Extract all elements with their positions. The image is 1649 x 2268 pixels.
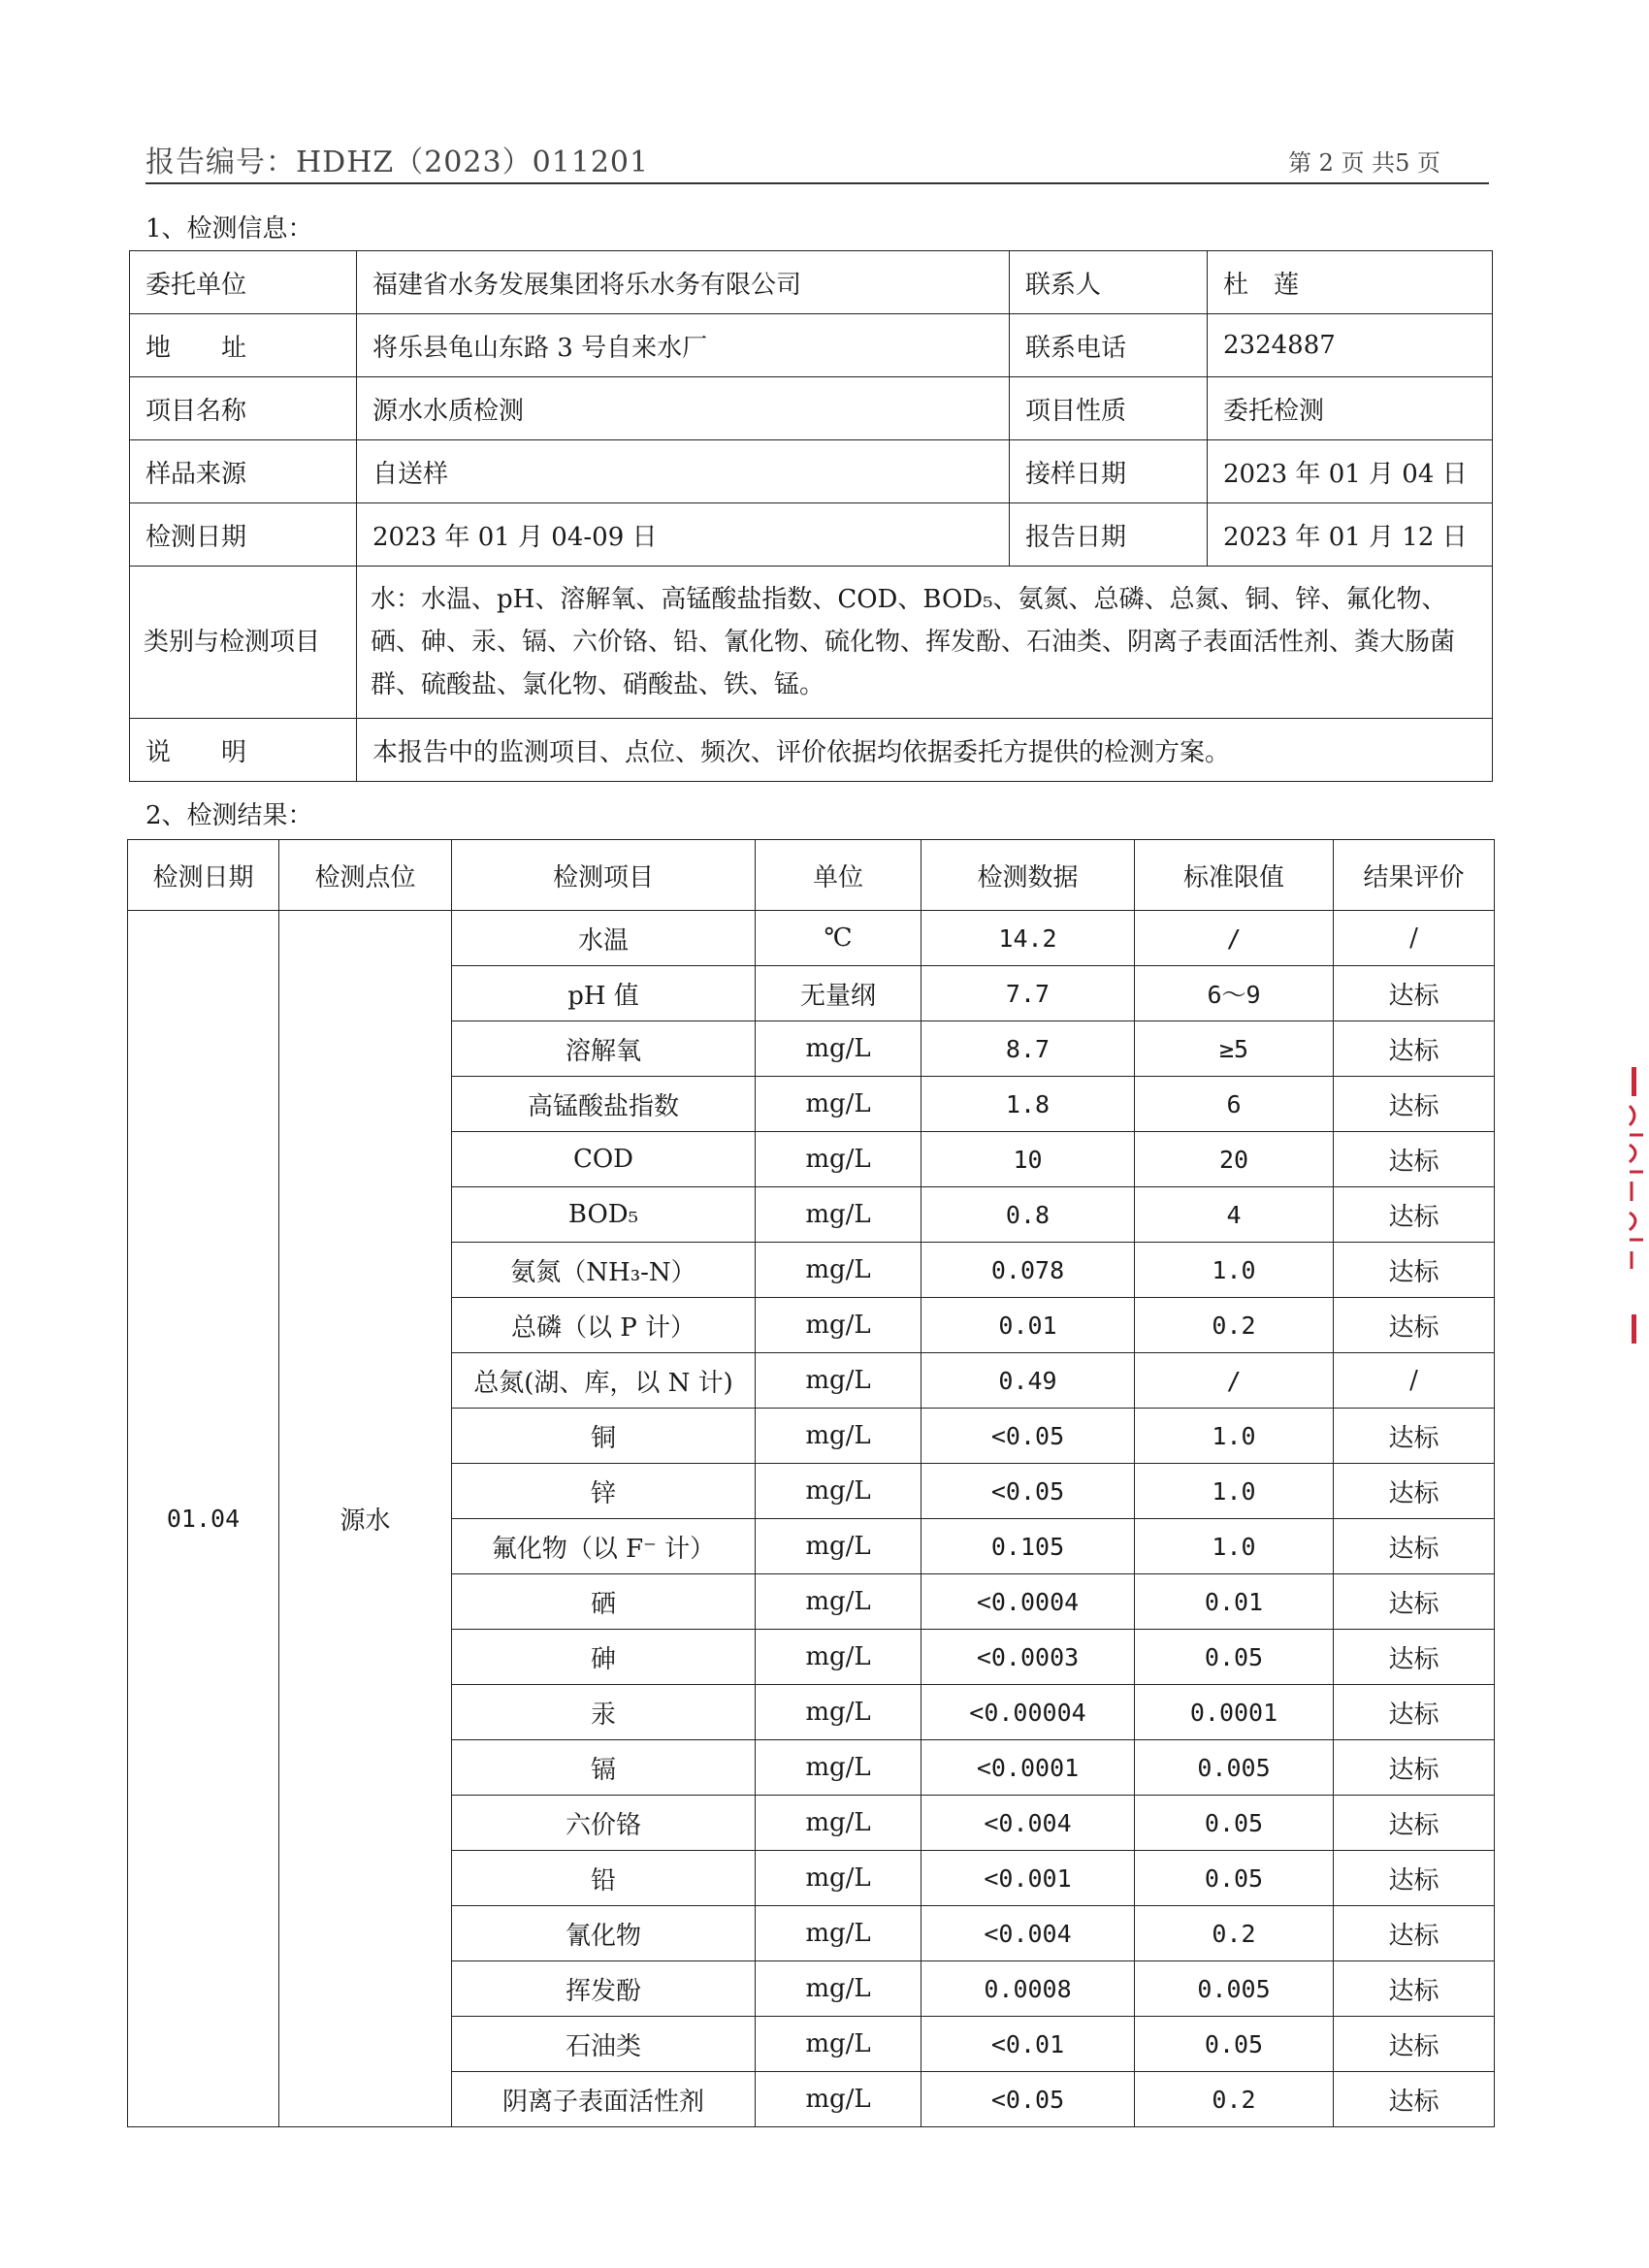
phone-label: 联系电话 [1010,314,1208,377]
value-cell: <0.00004 [922,1685,1135,1740]
item-cell: 溶解氧 [452,1021,756,1077]
limit-cell: 0.2 [1135,1906,1334,1961]
limit-cell: ≥5 [1135,1021,1334,1077]
item-cell: 硒 [452,1574,756,1630]
item-cell: 锌 [452,1464,756,1519]
info-row-note [130,719,1493,782]
limit-cell: / [1135,1353,1334,1409]
limit-cell: 0.005 [1135,1961,1334,2017]
value-cell: <0.0001 [922,1740,1135,1796]
unit-cell: mg/L [756,1353,922,1409]
source-value: 自送样 [357,440,1010,503]
info-table [129,250,1493,782]
unit-cell: mg/L [756,1409,922,1464]
limit-cell: 1.0 [1135,1243,1334,1298]
test-date-cell: 01.04 [128,911,279,2127]
item-cell: BOD₅ [452,1187,756,1243]
unit-cell: mg/L [756,1685,922,1740]
value-cell: <0.0003 [922,1630,1135,1685]
info-row-dates [130,503,1493,567]
results-body [128,911,1495,2127]
results-table [127,839,1495,2127]
limit-cell: 0.05 [1135,1630,1334,1685]
item-cell: 镉 [452,1740,756,1796]
value-cell: 1.8 [922,1077,1135,1132]
value-cell: <0.05 [922,1464,1135,1519]
eval-cell: 达标 [1334,1961,1495,2017]
value-cell: <0.001 [922,1851,1135,1906]
item-cell: 六价铬 [452,1796,756,1851]
unit-cell: mg/L [756,1796,922,1851]
eval-cell: 达标 [1334,1796,1495,1851]
eval-cell: 达标 [1334,1132,1495,1187]
eval-cell: 达标 [1334,1187,1495,1243]
item-cell: 铜 [452,1409,756,1464]
nature-value: 委托检测 [1208,377,1493,440]
eval-cell: 达标 [1334,1409,1495,1464]
value-cell: 0.49 [922,1353,1135,1409]
limit-cell: 0.05 [1135,1796,1334,1851]
address-value: 将乐县龟山东路 3 号自来水厂 [357,314,1010,377]
section-1-title: 1、检测信息： [146,214,313,243]
eval-cell: 达标 [1334,1574,1495,1630]
info-row-category [130,567,1493,719]
value-cell: <0.0004 [922,1574,1135,1630]
item-cell: 氟化物（以 F⁻ 计） [452,1519,756,1574]
limit-cell: 4 [1135,1187,1334,1243]
eval-cell: / [1334,911,1495,966]
unit-cell: mg/L [756,1630,922,1685]
eval-cell: 达标 [1334,1464,1495,1519]
unit-cell: mg/L [756,1574,922,1630]
receive-date-value: 2023 年 01 月 04 日 [1208,440,1493,503]
item-cell: 水温 [452,911,756,966]
value-cell: 0.105 [922,1519,1135,1574]
source-label: 样品来源 [130,440,357,503]
value-cell: 0.078 [922,1243,1135,1298]
unit-cell: mg/L [756,2017,922,2072]
unit-cell: mg/L [756,1464,922,1519]
category-value: 水：水温、pH、溶解氧、高锰酸盐指数、COD、BOD₅、氨氮、总磷、总氮、铜、锌、氟化物、硒、砷、汞、镉、六价铬、铅、氰化物、硫化物、挥发酚、石油类、阴离子表面活性剂、粪大肠菌群、硫酸盐、氯化物、硝酸盐、铁、锰。 [357,567,1493,719]
phone-value: 2324887 [1208,314,1493,377]
value-cell: <0.004 [922,1906,1135,1961]
limit-cell: 0.005 [1135,1740,1334,1796]
report-number: 报告编号：HDHZ（2023）011201 [146,146,650,179]
test-date-value: 2023 年 01 月 04-09 日 [357,503,1010,567]
eval-cell: 达标 [1334,1298,1495,1353]
info-row-client [130,251,1493,314]
unit-cell: ℃ [756,911,922,966]
results-header-row [128,840,1495,911]
note-label: 说 明 [130,719,357,782]
limit-cell: 1.0 [1135,1409,1334,1464]
value-cell: 8.7 [922,1021,1135,1077]
eval-cell: 达标 [1334,966,1495,1021]
eval-cell: 达标 [1334,1851,1495,1906]
unit-cell: mg/L [756,1077,922,1132]
unit-cell: mg/L [756,1519,922,1574]
report-date-label: 报告日期 [1010,503,1208,567]
unit-cell: mg/L [756,1243,922,1298]
value-cell: <0.004 [922,1796,1135,1851]
report-date-value: 2023 年 01 月 12 日 [1208,503,1493,567]
unit-cell: mg/L [756,2072,922,2127]
contact-label: 联系人 [1010,251,1208,314]
section-2-title: 2、检测结果： [146,801,313,830]
col-header-unit: 单位 [756,840,922,911]
value-cell: 10 [922,1132,1135,1187]
value-cell: 7.7 [922,966,1135,1021]
limit-cell: 6 [1135,1077,1334,1132]
unit-cell: mg/L [756,1961,922,2017]
table-row [128,911,1495,966]
unit-cell: mg/L [756,1298,922,1353]
item-cell: 氰化物 [452,1906,756,1961]
value-cell: 14.2 [922,911,1135,966]
item-cell: COD [452,1132,756,1187]
value-cell: 0.0008 [922,1961,1135,2017]
item-cell: 铅 [452,1851,756,1906]
col-header-value: 检测数据 [922,840,1135,911]
item-cell: 总氮(湖、库，以 N 计) [452,1353,756,1409]
category-label: 类别与检测项目 [130,567,357,719]
eval-cell: 达标 [1334,1021,1495,1077]
item-cell: 挥发酚 [452,1961,756,2017]
nature-label: 项目性质 [1010,377,1208,440]
limit-cell: 0.0001 [1135,1685,1334,1740]
page-info: 第 2 页 共5 页 [1287,149,1440,177]
red-stamp-fragment [1616,1067,1649,1348]
col-header-location: 检测点位 [279,840,452,911]
limit-cell: 0.2 [1135,2072,1334,2127]
value-cell: <0.01 [922,2017,1135,2072]
item-cell: pH 值 [452,966,756,1021]
eval-cell: 达标 [1334,1243,1495,1298]
eval-cell: 达标 [1334,1077,1495,1132]
unit-cell: mg/L [756,1187,922,1243]
note-value: 本报告中的监测项目、点位、频次、评价依据均依据委托方提供的检测方案。 [357,719,1493,782]
limit-cell: 0.01 [1135,1574,1334,1630]
address-label: 地 址 [130,314,357,377]
unit-cell: mg/L [756,1021,922,1077]
eval-cell: 达标 [1334,1740,1495,1796]
item-cell: 总磷（以 P 计） [452,1298,756,1353]
limit-cell: 1.0 [1135,1519,1334,1574]
item-cell: 砷 [452,1630,756,1685]
project-label: 项目名称 [130,377,357,440]
value-cell: <0.05 [922,2072,1135,2127]
eval-cell: 达标 [1334,1519,1495,1574]
col-header-date: 检测日期 [128,840,279,911]
unit-cell: mg/L [756,1132,922,1187]
test-date-label: 检测日期 [130,503,357,567]
value-cell: <0.05 [922,1409,1135,1464]
unit-cell: 无量纲 [756,966,922,1021]
eval-cell: 达标 [1334,2072,1495,2127]
eval-cell: 达标 [1334,1630,1495,1685]
item-cell: 高锰酸盐指数 [452,1077,756,1132]
report-header [146,138,1489,184]
limit-cell: 0.05 [1135,2017,1334,2072]
limit-cell: 0.2 [1135,1298,1334,1353]
item-cell: 石油类 [452,2017,756,2072]
eval-cell: 达标 [1334,2017,1495,2072]
eval-cell: / [1334,1353,1495,1409]
contact-value: 杜 莲 [1208,251,1493,314]
project-value: 源水水质检测 [357,377,1010,440]
col-header-item: 检测项目 [452,840,756,911]
value-cell: 0.8 [922,1187,1135,1243]
location-cell: 源水 [279,911,452,2127]
unit-cell: mg/L [756,1740,922,1796]
item-cell: 汞 [452,1685,756,1740]
col-header-limit: 标准限值 [1135,840,1334,911]
unit-cell: mg/L [756,1906,922,1961]
client-label: 委托单位 [130,251,357,314]
client-value: 福建省水务发展集团将乐水务有限公司 [357,251,1010,314]
col-header-eval: 结果评价 [1334,840,1495,911]
limit-cell: 1.0 [1135,1464,1334,1519]
info-row-address [130,314,1493,377]
receive-date-label: 接样日期 [1010,440,1208,503]
limit-cell: 6～9 [1135,966,1334,1021]
eval-cell: 达标 [1334,1685,1495,1740]
value-cell: 0.01 [922,1298,1135,1353]
limit-cell: 20 [1135,1132,1334,1187]
item-cell: 阴离子表面活性剂 [452,2072,756,2127]
unit-cell: mg/L [756,1851,922,1906]
limit-cell: 0.05 [1135,1851,1334,1906]
limit-cell: / [1135,911,1334,966]
info-row-project [130,377,1493,440]
eval-cell: 达标 [1334,1906,1495,1961]
info-row-source [130,440,1493,503]
item-cell: 氨氮（NH₃-N） [452,1243,756,1298]
